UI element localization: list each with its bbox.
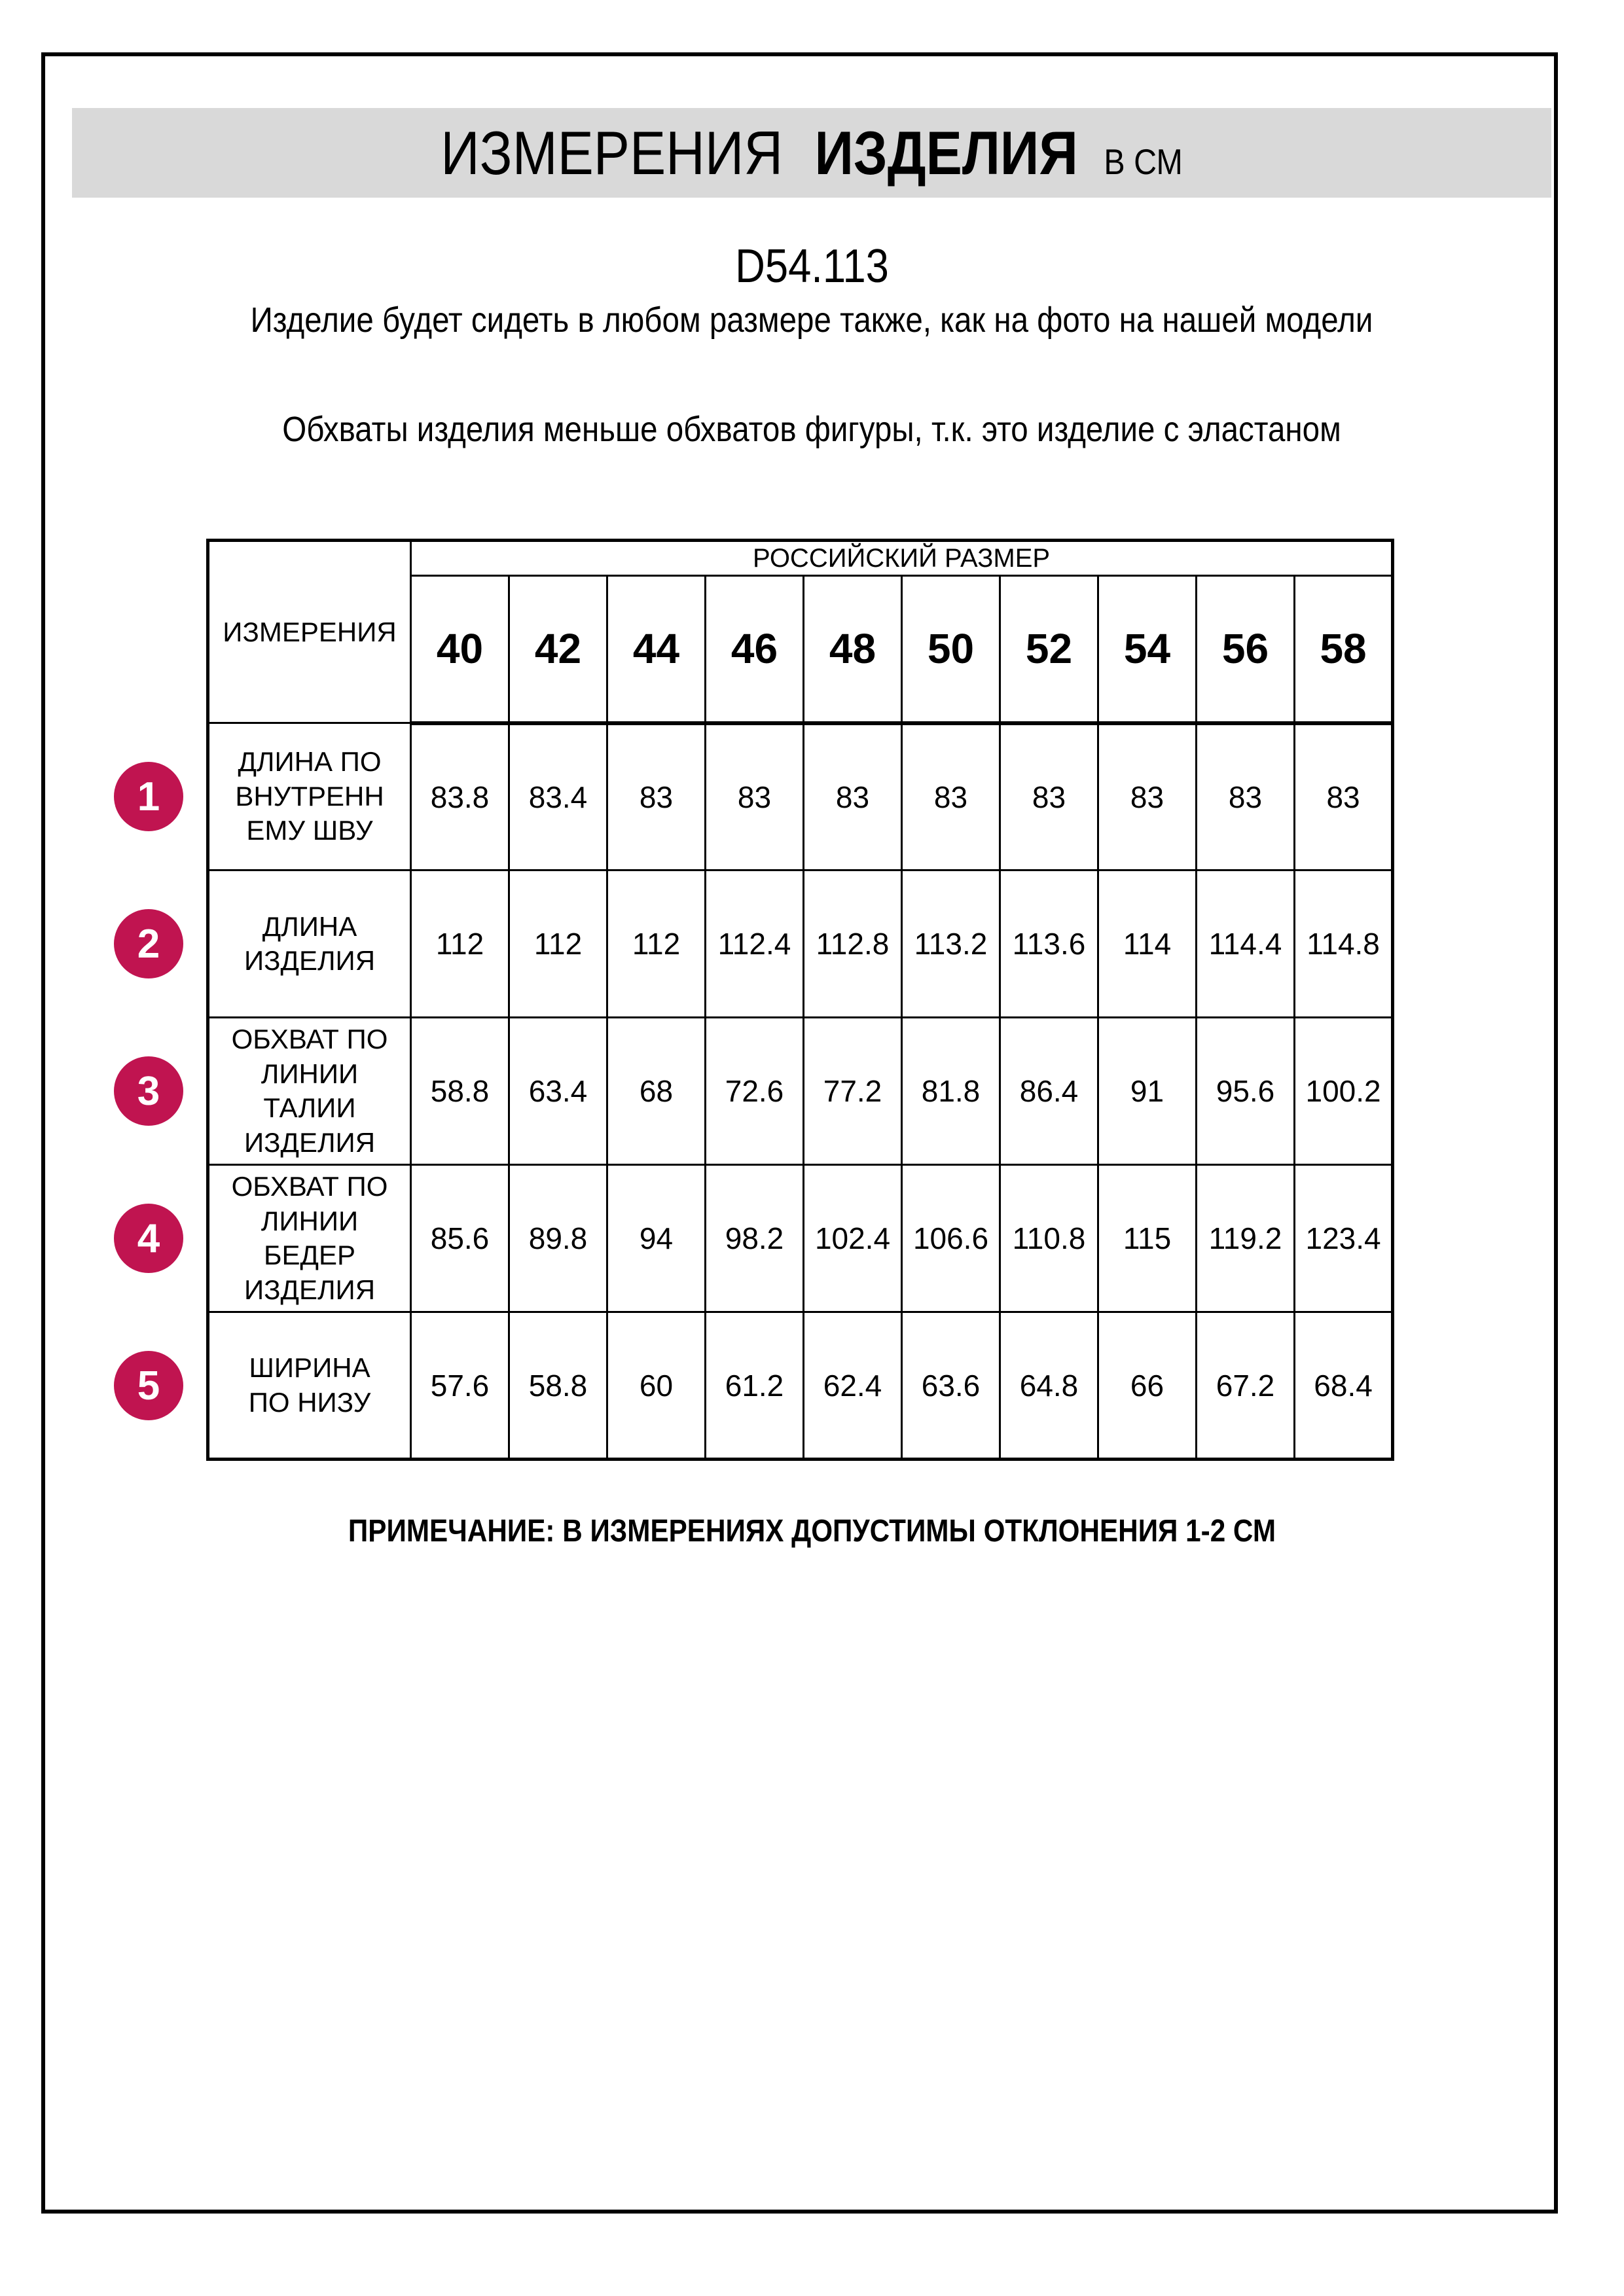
value-cell: 85.6 — [411, 1165, 509, 1312]
value-cell: 83 — [1197, 723, 1295, 870]
size-column-header: 46 — [706, 576, 804, 723]
value-cell: 94 — [607, 1165, 706, 1312]
value-cell: 68 — [607, 1018, 706, 1165]
value-cell: 77.2 — [804, 1018, 902, 1165]
row-label: ДЛИНА ИЗДЕЛИЯ — [208, 870, 411, 1018]
size-column-header: 42 — [509, 576, 607, 723]
intro-paragraph-elastane: Обхваты изделия меньше обхватов фигуры, т.к. это изделие с эластаном — [282, 410, 1341, 449]
page-title-unit: В СМ — [1104, 141, 1183, 182]
value-cell: 112 — [411, 870, 509, 1018]
value-cell: 58.8 — [509, 1312, 607, 1460]
size-column-header: 58 — [1295, 576, 1393, 723]
value-cell: 112 — [509, 870, 607, 1018]
group-header-row — [208, 541, 1393, 576]
value-cell: 86.4 — [1000, 1018, 1098, 1165]
value-cell: 61.2 — [706, 1312, 804, 1460]
value-cell: 83 — [706, 723, 804, 870]
value-cell: 72.6 — [706, 1018, 804, 1165]
value-cell: 112.4 — [706, 870, 804, 1018]
row-number-badge: 3 — [114, 1056, 183, 1126]
value-cell: 60 — [607, 1312, 706, 1460]
value-cell: 67.2 — [1197, 1312, 1295, 1460]
row-label: ОБХВАТ ПО ЛИНИИ ТАЛИИ ИЗДЕЛИЯ — [208, 1018, 411, 1165]
row-number-badge: 4 — [114, 1204, 183, 1273]
value-cell: 114.4 — [1197, 870, 1295, 1018]
table-row — [208, 1018, 1393, 1165]
value-cell: 81.8 — [902, 1018, 1000, 1165]
size-column-header: 48 — [804, 576, 902, 723]
size-column-header: 56 — [1197, 576, 1295, 723]
value-cell: 64.8 — [1000, 1312, 1098, 1460]
value-cell: 58.8 — [411, 1018, 509, 1165]
table-row — [208, 1165, 1393, 1312]
value-cell: 83.4 — [509, 723, 607, 870]
value-cell: 123.4 — [1295, 1165, 1393, 1312]
value-cell: 83 — [804, 723, 902, 870]
value-cell: 83 — [1295, 723, 1393, 870]
size-table — [206, 539, 1394, 1461]
russian-size-header: РОССИЙСКИЙ РАЗМЕР — [411, 541, 1393, 576]
value-cell: 63.4 — [509, 1018, 607, 1165]
value-cell: 119.2 — [1197, 1165, 1295, 1312]
value-cell: 102.4 — [804, 1165, 902, 1312]
value-cell: 83.8 — [411, 723, 509, 870]
value-cell: 100.2 — [1295, 1018, 1393, 1165]
row-number-badge: 2 — [114, 909, 183, 978]
size-column-header: 52 — [1000, 576, 1098, 723]
value-cell: 63.6 — [902, 1312, 1000, 1460]
row-label: ОБХВАТ ПО ЛИНИИ БЕДЕР ИЗДЕЛИЯ — [208, 1165, 411, 1312]
page-title-main: ИЗМЕРЕНИЯ — [441, 118, 783, 187]
size-column-header: 44 — [607, 576, 706, 723]
title-bar — [72, 108, 1551, 198]
intro-paragraph-fit: Изделие будет сидеть в любом размере также, как на фото на нашей модели — [250, 300, 1373, 340]
value-cell: 112 — [607, 870, 706, 1018]
page-title — [441, 118, 1183, 187]
page-title-product-word: ИЗДЕЛИЯ — [814, 118, 1078, 187]
value-cell: 62.4 — [804, 1312, 902, 1460]
value-cell: 114.8 — [1295, 870, 1393, 1018]
row-label: ДЛИНА ПО ВНУТРЕННЕМУ ШВУ — [208, 723, 411, 870]
value-cell: 83 — [607, 723, 706, 870]
value-cell: 66 — [1098, 1312, 1197, 1460]
value-cell: 113.2 — [902, 870, 1000, 1018]
value-cell: 114 — [1098, 870, 1197, 1018]
product-code: D54.113 — [735, 240, 889, 293]
value-cell: 110.8 — [1000, 1165, 1098, 1312]
value-cell: 57.6 — [411, 1312, 509, 1460]
value-cell: 89.8 — [509, 1165, 607, 1312]
row-number-badge: 5 — [114, 1351, 183, 1420]
value-cell: 113.6 — [1000, 870, 1098, 1018]
tolerance-note: ПРИМЕЧАНИЕ: В ИЗМЕРЕНИЯХ ДОПУСТИМЫ ОТКЛОНЕНИЯ 1-2 СМ — [348, 1514, 1276, 1549]
table-row — [208, 870, 1393, 1018]
value-cell: 115 — [1098, 1165, 1197, 1312]
size-column-header: 54 — [1098, 576, 1197, 723]
table-row — [208, 1312, 1393, 1460]
measurements-column-header: ИЗМЕРЕНИЯ — [208, 541, 411, 723]
value-cell: 83 — [1098, 723, 1197, 870]
value-cell: 83 — [902, 723, 1000, 870]
value-cell: 91 — [1098, 1018, 1197, 1165]
value-cell: 106.6 — [902, 1165, 1000, 1312]
row-number-badge: 1 — [114, 762, 183, 831]
row-label: ШИРИНА ПО НИЗУ — [208, 1312, 411, 1460]
value-cell: 83 — [1000, 723, 1098, 870]
size-column-header: 40 — [411, 576, 509, 723]
value-cell: 98.2 — [706, 1165, 804, 1312]
size-column-header: 50 — [902, 576, 1000, 723]
table-row — [208, 723, 1393, 870]
value-cell: 112.8 — [804, 870, 902, 1018]
value-cell: 68.4 — [1295, 1312, 1393, 1460]
value-cell: 95.6 — [1197, 1018, 1295, 1165]
